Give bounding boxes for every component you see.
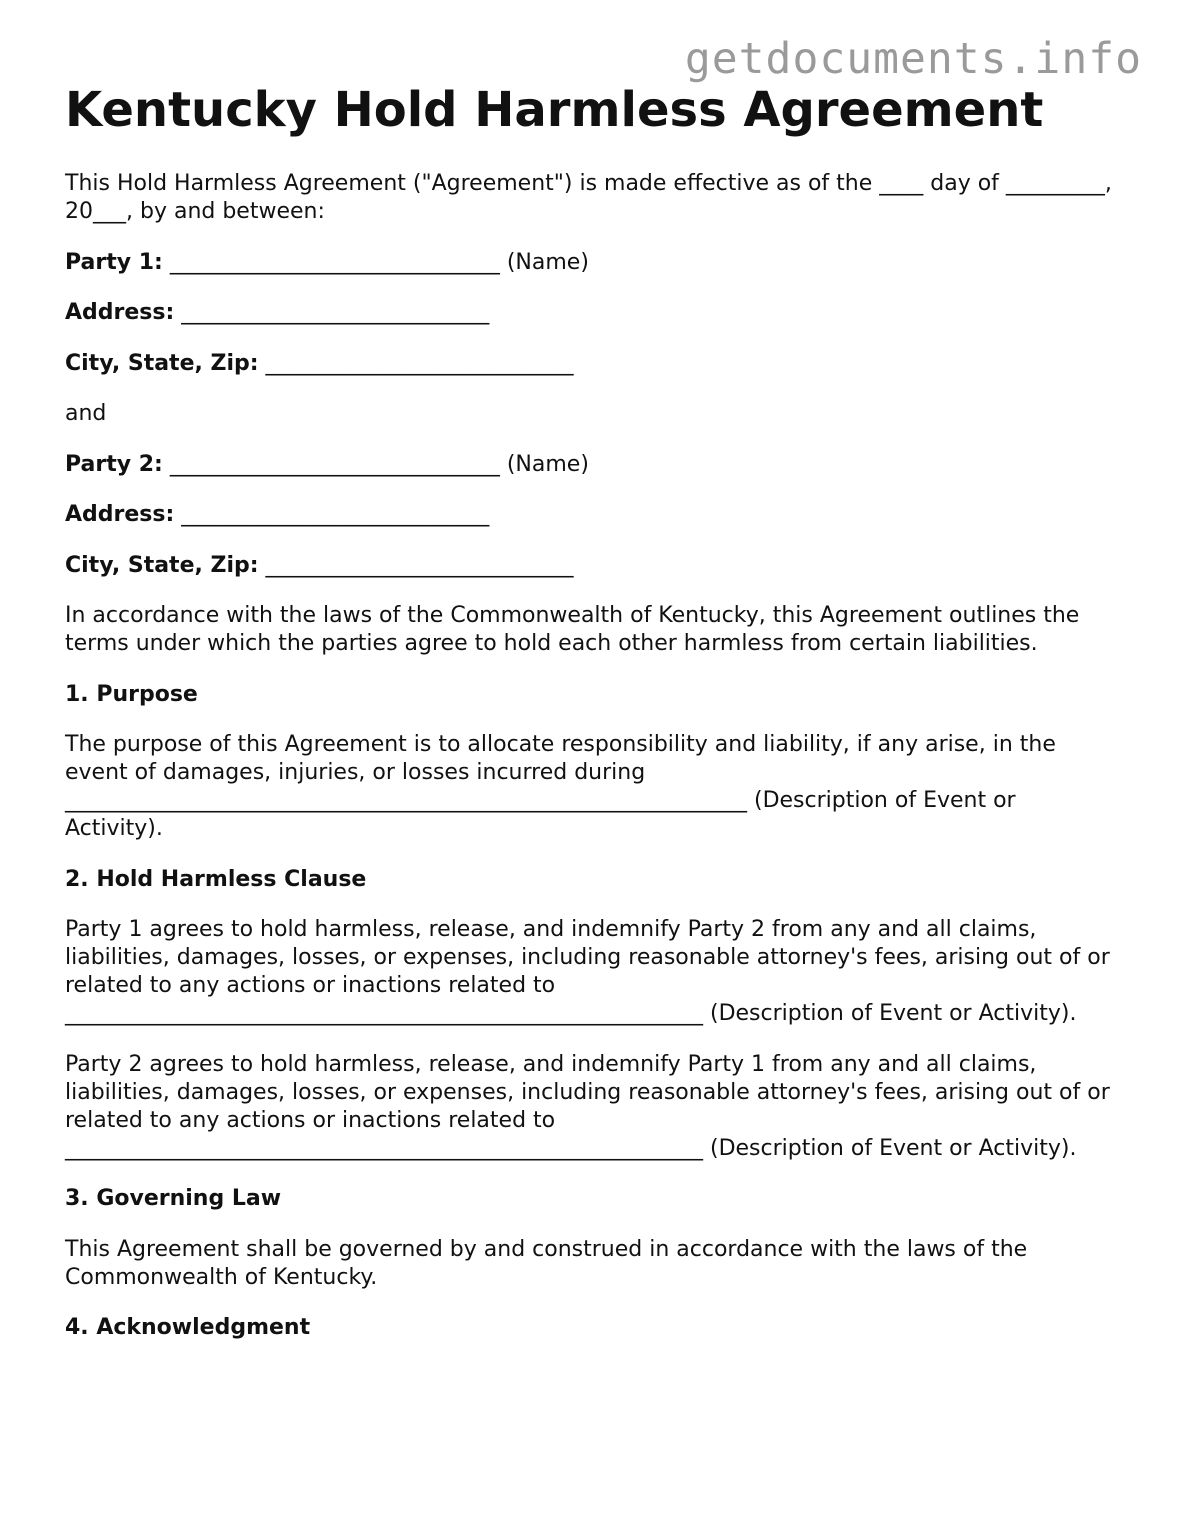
hold-harmless-paragraph-2: Party 2 agrees to hold harmless, release, and indemnify Party 1 from any and all claims, liabilities, damages, losses, or expenses, including reasonable attorney's fees, arising out of or related to any actions or inactions related to __________________________________________________________ (Description of Event or Activity). xyxy=(65,1051,1110,1161)
acknowledgment-heading: 4. Acknowledgment xyxy=(65,1315,311,1340)
party1-address-line xyxy=(65,299,1115,327)
hold-harmless-paragraph-1: Party 1 agrees to hold harmless, release, and indemnify Party 2 from any and all claims, liabilities, damages, losses, or expenses, including reasonable attorney's fees, arising out of or related to any actions or inactions related to __________________________________________________________ (Description of Event or Activity). xyxy=(65,917,1110,1026)
party1-name-blank: ______________________________ (Name) xyxy=(162,249,589,275)
party1-city-line xyxy=(65,350,1115,378)
party1-label: Party 1: xyxy=(65,249,163,275)
party2-address-blank: ____________________________ xyxy=(174,502,490,527)
party2-address-label: Address: xyxy=(65,502,175,527)
party2-address-line xyxy=(65,501,1115,529)
and-text: and xyxy=(65,401,107,426)
party1-city-blank: ____________________________ xyxy=(258,350,574,376)
party1-address-blank: ____________________________ xyxy=(174,300,490,325)
party1-address-label: Address: xyxy=(65,300,175,325)
intro-paragraph: This Hold Harmless Agreement ("Agreement") is made effective as of the ____ day of _________, 20___, by and between: xyxy=(65,171,1112,224)
purpose-paragraph: The purpose of this Agreement is to allocate responsibility and liability, if any arise, in the event of damages, injuries, or losses incurred during ______________________________________________________________ (Description of Event or Activity). xyxy=(65,732,1056,841)
party2-label: Party 2: xyxy=(65,451,163,477)
hold-harmless-heading: 2. Hold Harmless Clause xyxy=(65,866,367,892)
party2-name-line xyxy=(65,451,1115,479)
party2-city-label: City, State, Zip: xyxy=(65,552,259,578)
party1-name-line xyxy=(65,249,1115,277)
document-body xyxy=(65,170,1115,1365)
watermark: getdocuments.info xyxy=(684,34,1142,84)
party1-city-label: City, State, Zip: xyxy=(65,350,259,376)
document-title: Kentucky Hold Harmless Agreement xyxy=(65,82,1044,138)
governing-law-paragraph: This Agreement shall be governed by and construed in accordance with the laws of the Commonwealth of Kentucky. xyxy=(65,1236,1028,1290)
purpose-heading: 1. Purpose xyxy=(65,681,198,707)
party2-name-blank: ______________________________ (Name) xyxy=(162,451,589,477)
accordance-paragraph: In accordance with the laws of the Commonwealth of Kentucky, this Agreement outlines the terms under which the parties agree to hold each other harmless from certain liabilities. xyxy=(65,603,1080,656)
party2-city-blank: ____________________________ xyxy=(258,552,574,578)
governing-law-heading: 3. Governing Law xyxy=(65,1186,282,1211)
party2-city-line xyxy=(65,552,1115,580)
